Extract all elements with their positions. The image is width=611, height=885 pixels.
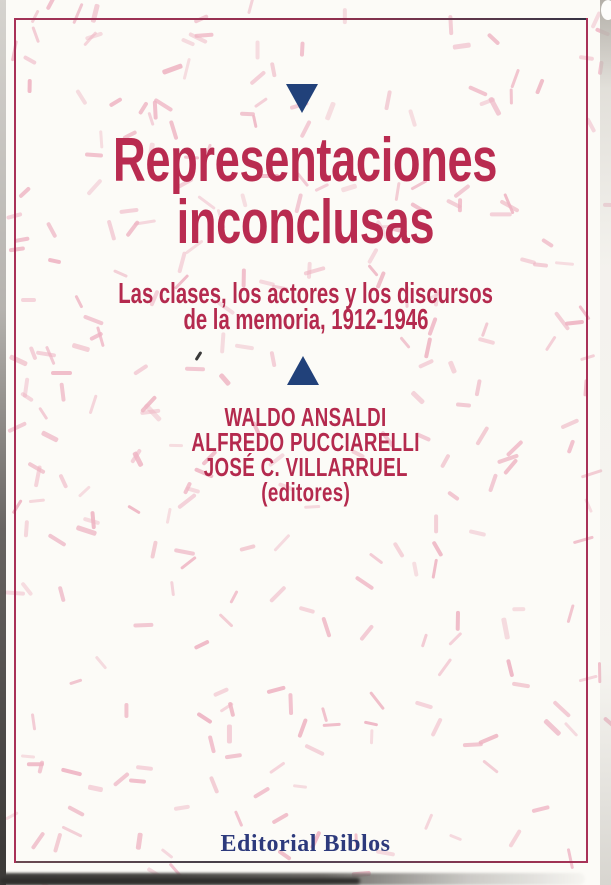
book-title-line1: Representaciones <box>113 126 498 195</box>
book-subtitle <box>0 278 611 336</box>
publisher-name: Editorial Biblos <box>220 831 391 857</box>
book-subtitle-line2: de la memoria, 1912-1946 <box>183 304 428 336</box>
author-name: JOSÉ C. VILLARRUEL <box>203 452 408 482</box>
triangle-down-icon <box>286 84 318 113</box>
author-name: WALDO ANSALDI <box>224 402 387 432</box>
authors-block <box>0 402 611 507</box>
triangle-up-icon <box>287 356 319 385</box>
book-subtitle-line1: Las clases, los actores y los discursos <box>118 278 493 310</box>
book-title-line2: inconclusas <box>176 188 435 257</box>
book-title <box>0 126 611 257</box>
editors-label: (editores) <box>261 477 350 507</box>
author-name: ALFREDO PUCCIARELLI <box>191 427 420 457</box>
